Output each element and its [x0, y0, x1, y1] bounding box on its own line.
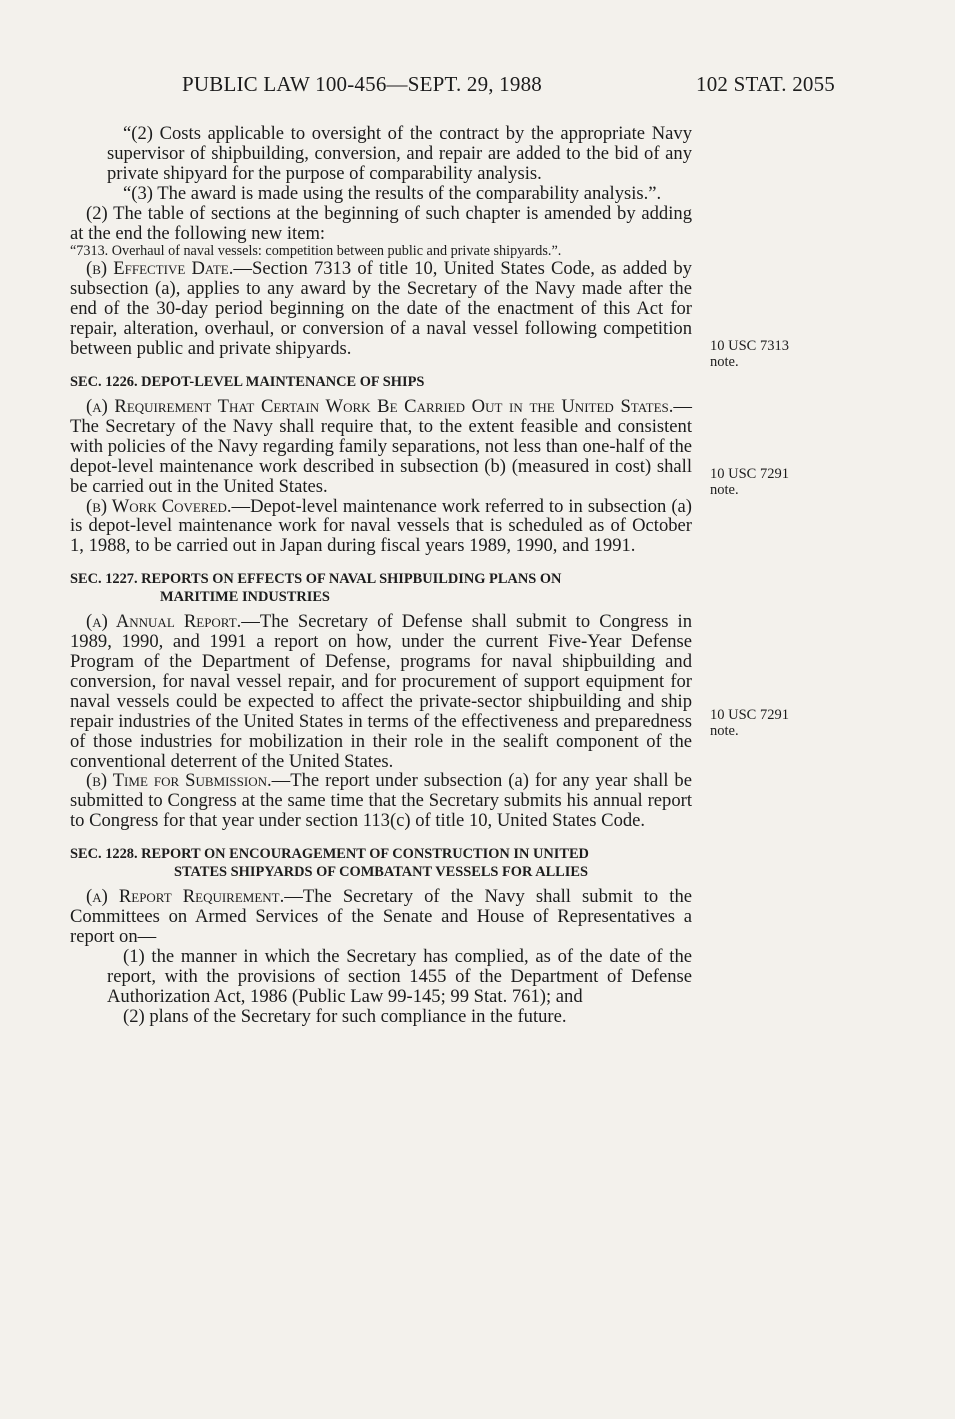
margin-note-7291-a [710, 466, 820, 498]
header-public-law: PUBLIC LAW 100-456—SEPT. 29, 1988 [182, 72, 542, 96]
section-1228-heading-line1: SEC. 1228. REPORT ON ENCOURAGEMENT OF CONSTRUCTION IN UNITED [70, 846, 589, 863]
section-1227-b-text: —The report under subsection (a) for any year shall be submitted to Congress at the same time that the Secretary submits his annual report to Congress for that year under section 113(c) of title 10, United States Code. [70, 770, 692, 832]
section-1226-b-text: —Depot-level maintenance work referred to in subsection (a) is depot-level maintenance work for naval vessels that is scheduled as of October 1, 1988, to be carried out in Japan during fiscal years 1989, 1990, and 1991. [70, 495, 692, 557]
running-head [70, 72, 835, 102]
section-1228-subsection-a [70, 887, 692, 947]
section-1228-item-1: (1) the manner in which the Secretary has complied, as of the date of the report, with the provisions of section 1455 of the Department of Defense Authorization Act, 1986 (Public Law 99-145; 99 Stat. 761); and [107, 945, 692, 1007]
section-1226-a-text: —The Secretary of the Navy shall require that, to the extent feasible and consistent with policies of the Navy regarding family separations, not less than one-half of the depot-level maintenance work described in subsection (b) (measured in cost) shall be carried out in the United States. [70, 395, 692, 497]
section-1228-heading [70, 845, 692, 881]
section-1227-b-label: (b) Time for Submission. [86, 770, 272, 792]
section-1227-a-text: —The Secretary of Defense shall submit to Congress in 1989, 1990, and 1991 a report on how, under the current Five-Year Defense Program of the Department of Defense, programs for naval shipbuilding and conversion, for naval vessel repair, and for procurement of support equipment for naval vessels could be expected to affect the private-sector shipbuilding and ship repair industries of the United States in terms of the effectiveness and preparedness of those industries for mobilization in their role in the sealift component of the conventional deterrent of the United States. [70, 611, 692, 772]
section-1226-a-label: (a) Requirement That Certain Work Be Carried Out in the United States. [86, 395, 674, 417]
section-1228-heading-line2: STATES SHIPYARDS OF COMBATANT VESSELS FOR ALLIES [174, 864, 588, 881]
section-1226-b-label: (b) Work Covered. [86, 495, 232, 517]
margin-note-7291-b [710, 707, 820, 739]
effective-date-paragraph [70, 259, 692, 359]
header-stat-page: 102 STAT. 2055 [696, 72, 835, 96]
table-amendment-paragraph: (2) The table of sections at the beginning of such chapter is amended by adding at the end the following new item: [70, 202, 692, 244]
quote-paragraph-3: “(3) The award is made using the results of the comparability analysis.”. [123, 182, 662, 204]
section-1228-a-text: —The Secretary of the Navy shall submit to the Committees on Armed Services of the Senate and House of Representatives a report on— [70, 886, 692, 947]
margin-note-7291-a-cite: 10 USC 7291 [710, 466, 789, 482]
section-1227-a-label: (a) Annual Report. [86, 611, 242, 633]
section-1227-heading-line1: SEC. 1227. REPORTS ON EFFECTS OF NAVAL SHIPBUILDING PLANS ON [70, 571, 562, 588]
margin-note-7291-b-note: note. [710, 723, 739, 739]
effective-date-text: —Section 7313 of title 10, United States Code, as added by subsection (a), applies to any award by the Secretary of the Navy made after the end of the 30-day period beginning on the date of the enactment of this Act for repair, alteration, overhaul, or conversion of a naval vessel following competition between public and private shipyards. [70, 258, 692, 360]
table-of-sections-item: “7313. Overhaul of naval vessels: competition between public and private shipyards.”. [70, 243, 562, 260]
margin-note-7291-a-note: note. [710, 482, 739, 498]
body-text [70, 124, 692, 1027]
margin-note-7313-note: note. [710, 354, 739, 370]
margin-note-7313 [710, 338, 820, 370]
quote-paragraph-2: “(2) Costs applicable to oversight of the contract by the appropriate Navy supervisor of shipbuilding, conversion, and repair are added to the bid of any private shipyard for the purpose of comparability analysis. [107, 123, 692, 184]
quoted-amendment [70, 124, 692, 204]
section-1228-a-label: (a) Report Requirement. [86, 886, 285, 908]
section-1226-subsection-b [70, 497, 692, 557]
margin-note-7291-b-cite: 10 USC 7291 [710, 707, 789, 723]
margin-note-7313-cite: 10 USC 7313 [710, 338, 789, 354]
section-1226-subsection-a [70, 397, 692, 497]
section-1227-heading [70, 570, 692, 606]
section-1227-subsection-a [70, 612, 692, 771]
section-1226-heading: SEC. 1226. DEPOT-LEVEL MAINTENANCE OF SHIPS [70, 373, 425, 390]
section-1227-heading-line2: MARITIME INDUSTRIES [160, 589, 330, 606]
section-1228-item-2: (2) plans of the Secretary for such compliance in the future. [123, 1005, 567, 1027]
effective-date-label: (b) Effective Date. [86, 258, 234, 280]
section-1227-subsection-b [70, 771, 692, 831]
